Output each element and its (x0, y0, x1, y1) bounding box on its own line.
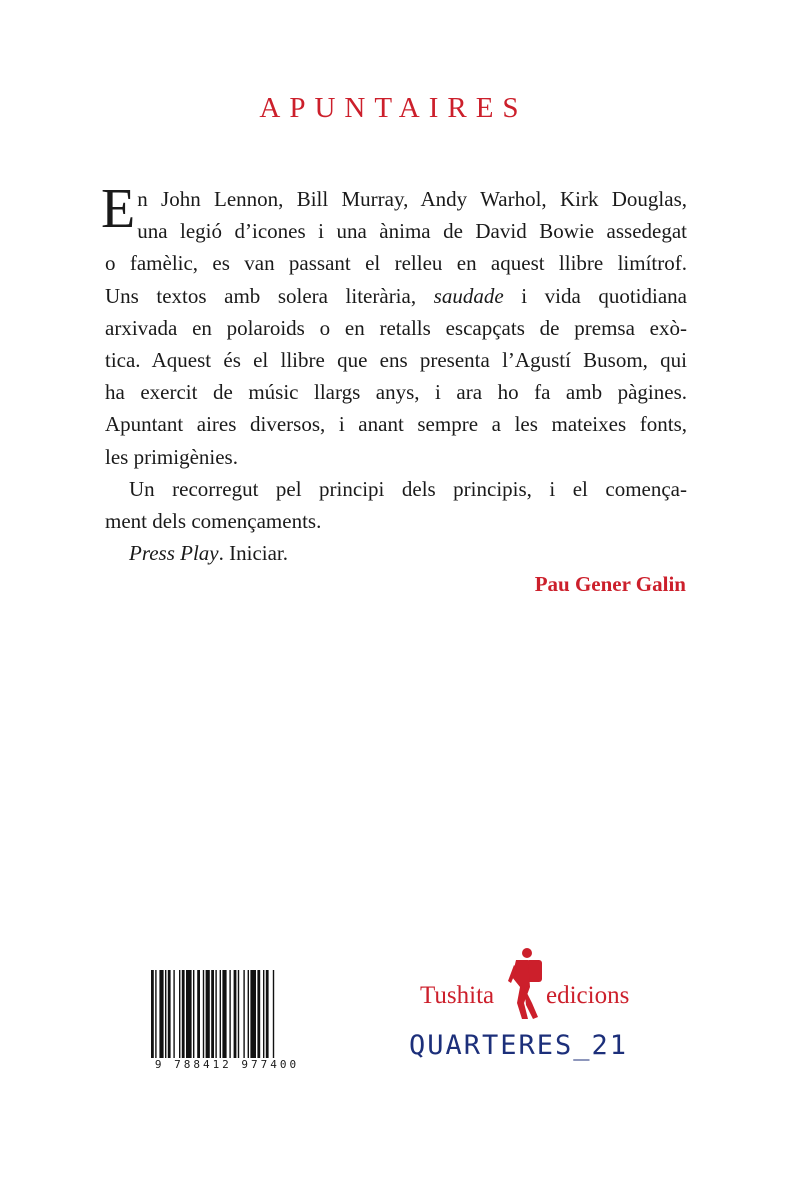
barcode-bar (168, 970, 171, 1058)
blurb-line: Apuntant aires diversos, i anant sempre a les mateixes fonts, (105, 412, 687, 437)
barcode-bar (248, 970, 249, 1058)
barcode-bar (229, 970, 230, 1058)
barcode-bar (263, 970, 264, 1058)
blurb-line: n John Lennon, Bill Murray, Andy Warhol, Kirk Douglas, (137, 187, 687, 211)
barcode-bar (155, 970, 156, 1058)
blurb-line: arxivada en polaroids o en retalls escapçats de premsa exò- (105, 315, 687, 340)
collection-name: QUARTERES_21 (409, 1030, 629, 1061)
blurb-line: ha exercit de músic llargs anys, i ara ho fa amb pàgines. (105, 380, 687, 405)
back-cover-blurb (101, 178, 687, 569)
barcode-bar (206, 970, 210, 1058)
barcode-number: 9 788412 977400 (147, 1058, 307, 1071)
hiker-icon (502, 947, 548, 1021)
barcode-bar (159, 970, 163, 1058)
barcode-bar (266, 970, 269, 1058)
barcode-bar (273, 970, 274, 1058)
book-title: APUNTAIRES (259, 92, 528, 124)
barcode-bar (165, 970, 166, 1058)
barcode-bar (250, 970, 256, 1058)
barcode-bar (234, 970, 237, 1058)
barcode-bar (182, 970, 185, 1058)
barcode-bar (203, 970, 204, 1058)
barcode-bar (238, 970, 239, 1058)
blurb-line: o famèlic, es van passant el relleu en aquest llibre limítrof. (105, 251, 687, 276)
barcode-bar (193, 970, 194, 1058)
barcode-bar (179, 970, 180, 1058)
barcode-bar (186, 970, 192, 1058)
drop-cap: E (101, 178, 136, 240)
barcode-bar (243, 970, 244, 1058)
blurb-line: Un recorregut pel principi dels principis, i el comença- (129, 476, 687, 501)
barcode-bar (211, 970, 214, 1058)
barcode-bar (173, 970, 174, 1058)
publisher-name-left: Tushita (420, 982, 495, 1009)
blurb-line: tica. Aquest és el llibre que ens presenta l’Agustí Busom, qui (105, 348, 687, 373)
blurb-line: Press Play. Iniciar. (129, 541, 289, 566)
barcode-bar (151, 970, 154, 1058)
blurb-line: una legió d’icones i una ànima de David Bowie assedegat (137, 219, 687, 244)
author-signature: Pau Gener Galin (534, 572, 686, 596)
barcode-bar (220, 970, 221, 1058)
barcode-bar (222, 970, 226, 1058)
barcode-bar (197, 970, 200, 1058)
blurb-line: Uns textos amb solera literària, saudade i vida quotidiana (105, 283, 687, 308)
barcode-bar (215, 970, 216, 1058)
barcode-bar (257, 970, 260, 1058)
publisher-name-right: edicions (546, 982, 630, 1009)
blurb-line: ment dels començaments. (105, 509, 322, 534)
blurb-line: les primigènies. (105, 444, 238, 469)
barcode-bars (147, 970, 307, 1058)
